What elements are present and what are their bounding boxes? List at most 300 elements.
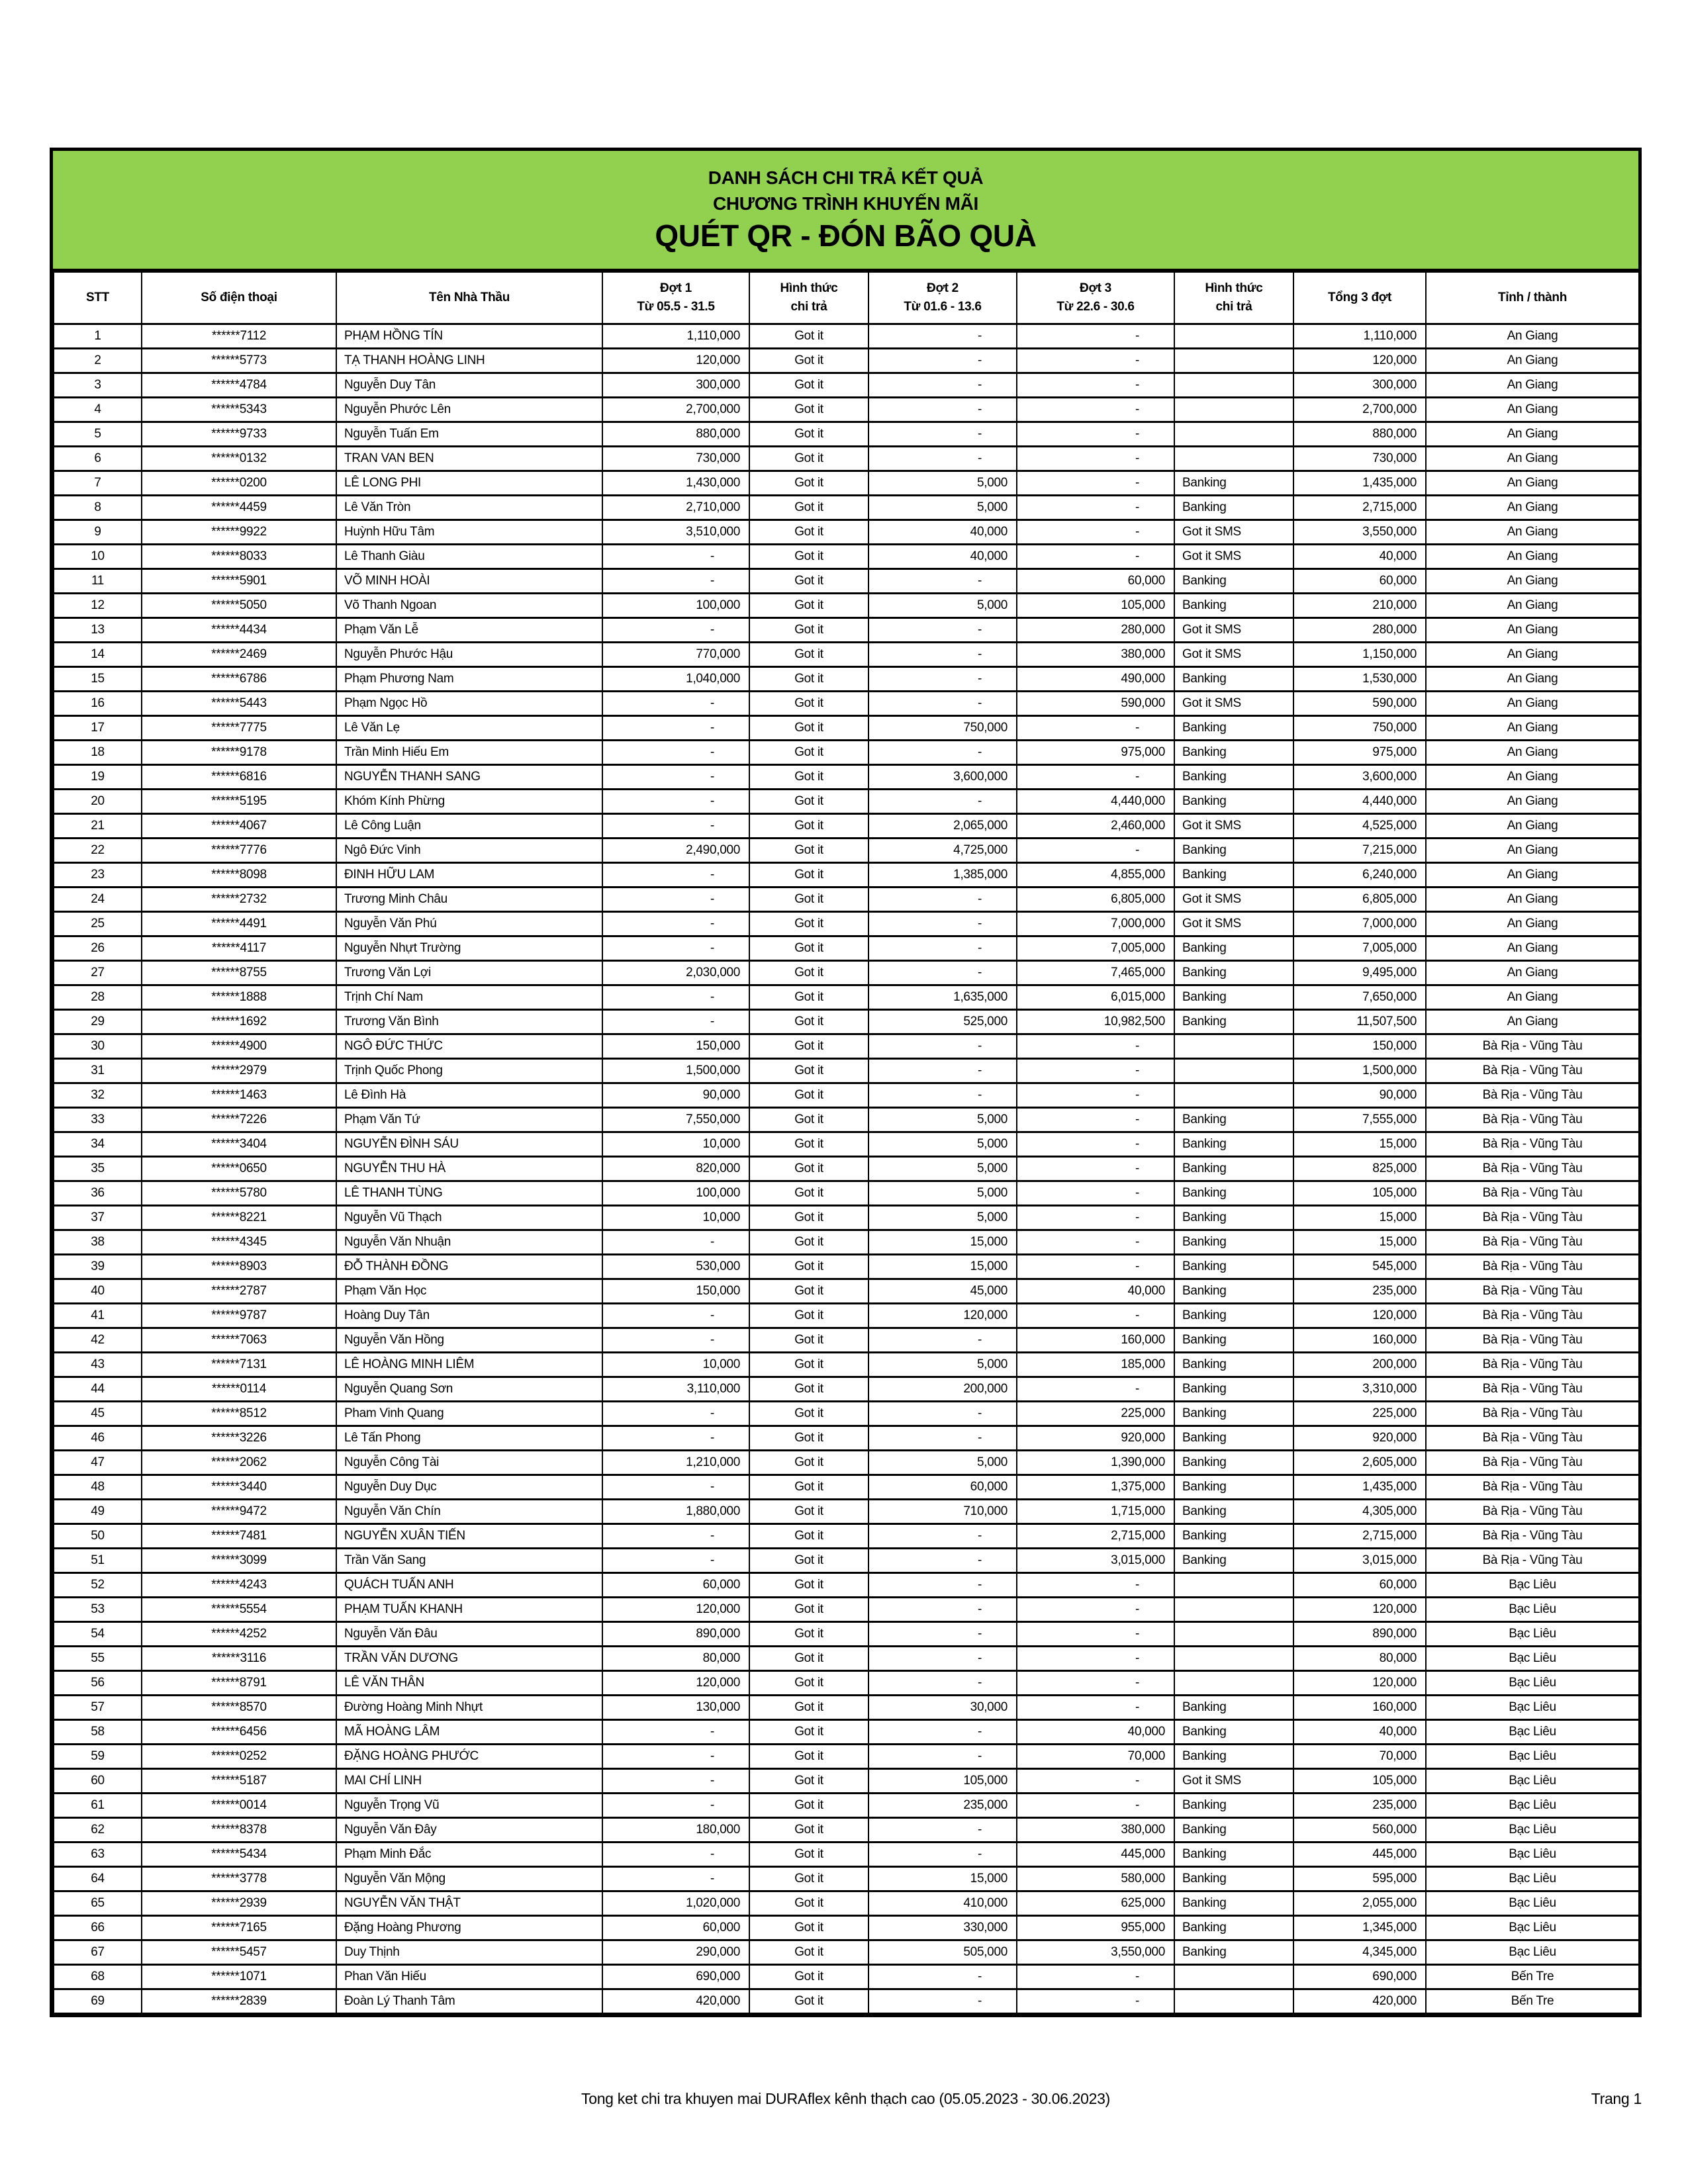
- cell-dot3: 2,460,000: [1017, 813, 1174, 838]
- cell-method1: Got it: [749, 715, 868, 740]
- cell-total: 975,000: [1293, 740, 1426, 764]
- cell-dot1: 2,710,000: [602, 495, 749, 520]
- cell-method1: Got it: [749, 544, 868, 569]
- cell-method1: Got it: [749, 422, 868, 446]
- cell-stt: 57: [54, 1695, 142, 1719]
- cell-method2: Banking: [1174, 740, 1293, 764]
- table-row: [54, 1450, 1639, 1475]
- cell-province: Bạc Liêu: [1426, 1866, 1639, 1891]
- cell-dot3: 160,000: [1017, 1328, 1174, 1352]
- cell-dot3: -: [1017, 1964, 1174, 1989]
- cell-method2: Banking: [1174, 1352, 1293, 1377]
- cell-method2: Banking: [1174, 1524, 1293, 1548]
- cell-phone: ******7165: [142, 1915, 336, 1940]
- cell-name: Nguyễn Duy Tân: [336, 373, 602, 397]
- cell-phone: ******2979: [142, 1058, 336, 1083]
- cell-name: QUÁCH TUẤN ANH: [336, 1572, 602, 1597]
- cell-dot3: -: [1017, 1646, 1174, 1670]
- cell-method2: Banking: [1174, 1548, 1293, 1572]
- cell-stt: 45: [54, 1401, 142, 1426]
- cell-name: Nguyễn Văn Phú: [336, 911, 602, 936]
- cell-total: 60,000: [1293, 569, 1426, 593]
- cell-dot2: 15,000: [868, 1230, 1017, 1254]
- cell-dot1: -: [602, 715, 749, 740]
- cell-method1: Got it: [749, 617, 868, 642]
- cell-province: An Giang: [1426, 740, 1639, 764]
- cell-method1: Got it: [749, 691, 868, 715]
- cell-dot2: 3,600,000: [868, 764, 1017, 789]
- cell-dot3: 920,000: [1017, 1426, 1174, 1450]
- cell-dot2: -: [868, 1426, 1017, 1450]
- cell-dot3: -: [1017, 715, 1174, 740]
- cell-stt: 16: [54, 691, 142, 715]
- cell-method1: Got it: [749, 1597, 868, 1621]
- table-row: [54, 1817, 1639, 1842]
- cell-dot1: -: [602, 1475, 749, 1499]
- cell-province: Bà Rịa - Vũng Tàu: [1426, 1254, 1639, 1279]
- cell-dot3: 225,000: [1017, 1401, 1174, 1426]
- cell-province: Bạc Liêu: [1426, 1597, 1639, 1621]
- cell-method1: Got it: [749, 1621, 868, 1646]
- cell-name: NGUYỄN ĐÌNH SÁU: [336, 1132, 602, 1156]
- cell-dot3: 1,390,000: [1017, 1450, 1174, 1475]
- cell-total: 280,000: [1293, 617, 1426, 642]
- cell-method2: [1174, 422, 1293, 446]
- cell-name: Nguyễn Văn Chín: [336, 1499, 602, 1524]
- cell-dot3: 185,000: [1017, 1352, 1174, 1377]
- col-header-dot1: Đợt 1 Từ 05.5 - 31.5: [602, 272, 749, 324]
- cell-province: An Giang: [1426, 1009, 1639, 1034]
- table-row: [54, 960, 1639, 985]
- cell-dot2: -: [868, 1964, 1017, 1989]
- cell-total: 40,000: [1293, 1719, 1426, 1744]
- cell-total: 445,000: [1293, 1842, 1426, 1866]
- cell-province: An Giang: [1426, 666, 1639, 691]
- cell-phone: ******4117: [142, 936, 336, 960]
- cell-name: Lê Tấn Phong: [336, 1426, 602, 1450]
- cell-province: An Giang: [1426, 373, 1639, 397]
- cell-total: 70,000: [1293, 1744, 1426, 1768]
- cell-province: An Giang: [1426, 422, 1639, 446]
- cell-stt: 60: [54, 1768, 142, 1793]
- cell-dot3: 580,000: [1017, 1866, 1174, 1891]
- cell-dot1: 2,700,000: [602, 397, 749, 422]
- cell-phone: ******0014: [142, 1793, 336, 1817]
- cell-phone: ******1071: [142, 1964, 336, 1989]
- cell-method1: Got it: [749, 838, 868, 862]
- cell-name: Lê Văn Lẹ: [336, 715, 602, 740]
- cell-province: An Giang: [1426, 324, 1639, 348]
- cell-dot2: 1,385,000: [868, 862, 1017, 887]
- cell-dot2: -: [868, 642, 1017, 666]
- cell-method1: Got it: [749, 1475, 868, 1499]
- cell-dot1: -: [602, 1230, 749, 1254]
- table-row: [54, 1866, 1639, 1891]
- cell-dot3: -: [1017, 1670, 1174, 1695]
- cell-method1: Got it: [749, 960, 868, 985]
- cell-phone: ******8221: [142, 1205, 336, 1230]
- cell-dot2: 45,000: [868, 1279, 1017, 1303]
- cell-method2: Got it SMS: [1174, 520, 1293, 544]
- col-header-phone: Số điện thoại: [142, 272, 336, 324]
- cell-province: Bạc Liêu: [1426, 1646, 1639, 1670]
- cell-dot2: -: [868, 789, 1017, 813]
- cell-method2: Got it SMS: [1174, 617, 1293, 642]
- cell-province: An Giang: [1426, 911, 1639, 936]
- cell-stt: 40: [54, 1279, 142, 1303]
- cell-dot1: 1,210,000: [602, 1450, 749, 1475]
- cell-province: An Giang: [1426, 813, 1639, 838]
- cell-method2: Banking: [1174, 1744, 1293, 1768]
- cell-phone: ******5434: [142, 1842, 336, 1866]
- cell-stt: 48: [54, 1475, 142, 1499]
- cell-dot1: 130,000: [602, 1695, 749, 1719]
- cell-dot3: 7,005,000: [1017, 936, 1174, 960]
- cell-dot3: 105,000: [1017, 593, 1174, 617]
- cell-total: 120,000: [1293, 1303, 1426, 1328]
- cell-dot3: 7,000,000: [1017, 911, 1174, 936]
- cell-phone: ******8098: [142, 862, 336, 887]
- cell-dot1: 100,000: [602, 1181, 749, 1205]
- cell-method2: Banking: [1174, 1866, 1293, 1891]
- cell-dot1: 1,430,000: [602, 471, 749, 495]
- cell-province: An Giang: [1426, 520, 1639, 544]
- cell-total: 890,000: [1293, 1621, 1426, 1646]
- table-row: [54, 691, 1639, 715]
- cell-stt: 41: [54, 1303, 142, 1328]
- cell-method1: Got it: [749, 911, 868, 936]
- table-row: [54, 1548, 1639, 1572]
- cell-stt: 55: [54, 1646, 142, 1670]
- cell-phone: ******3116: [142, 1646, 336, 1670]
- cell-dot2: -: [868, 1058, 1017, 1083]
- cell-stt: 14: [54, 642, 142, 666]
- cell-name: Trương Văn Bình: [336, 1009, 602, 1034]
- cell-method2: [1174, 1058, 1293, 1083]
- cell-dot3: -: [1017, 422, 1174, 446]
- cell-dot3: -: [1017, 324, 1174, 348]
- cell-name: LÊ THANH TÙNG: [336, 1181, 602, 1205]
- table-row: [54, 1842, 1639, 1866]
- cell-phone: ******8512: [142, 1401, 336, 1426]
- cell-province: Bà Rịa - Vũng Tàu: [1426, 1499, 1639, 1524]
- col-header-method1: Hình thức chi trả: [749, 272, 868, 324]
- cell-dot3: 280,000: [1017, 617, 1174, 642]
- table-row: [54, 1499, 1639, 1524]
- cell-phone: ******4784: [142, 373, 336, 397]
- cell-dot1: -: [602, 569, 749, 593]
- cell-dot2: -: [868, 569, 1017, 593]
- cell-total: 90,000: [1293, 1083, 1426, 1107]
- cell-dot2: -: [868, 1328, 1017, 1352]
- cell-stt: 43: [54, 1352, 142, 1377]
- table-row: [54, 324, 1639, 348]
- table-row: [54, 1621, 1639, 1646]
- cell-method1: Got it: [749, 593, 868, 617]
- cell-phone: ******7063: [142, 1328, 336, 1352]
- cell-method1: Got it: [749, 1768, 868, 1793]
- cell-dot1: 820,000: [602, 1156, 749, 1181]
- cell-dot3: -: [1017, 544, 1174, 569]
- cell-dot3: -: [1017, 1083, 1174, 1107]
- cell-total: 210,000: [1293, 593, 1426, 617]
- cell-total: 3,550,000: [1293, 520, 1426, 544]
- cell-method1: Got it: [749, 1034, 868, 1058]
- cell-method2: Banking: [1174, 862, 1293, 887]
- cell-phone: ******8903: [142, 1254, 336, 1279]
- cell-total: 825,000: [1293, 1156, 1426, 1181]
- cell-province: An Giang: [1426, 446, 1639, 471]
- cell-stt: 23: [54, 862, 142, 887]
- cell-dot3: -: [1017, 1793, 1174, 1817]
- table-row: [54, 1156, 1639, 1181]
- cell-total: 6,240,000: [1293, 862, 1426, 887]
- col-header-total: Tổng 3 đợt: [1293, 272, 1426, 324]
- cell-province: Bạc Liêu: [1426, 1915, 1639, 1940]
- cell-name: Nguyễn Văn Nhuận: [336, 1230, 602, 1254]
- cell-total: 160,000: [1293, 1328, 1426, 1352]
- cell-dot2: -: [868, 1083, 1017, 1107]
- cell-total: 15,000: [1293, 1132, 1426, 1156]
- cell-province: Bà Rịa - Vũng Tàu: [1426, 1205, 1639, 1230]
- cell-stt: 28: [54, 985, 142, 1009]
- cell-province: An Giang: [1426, 569, 1639, 593]
- cell-stt: 35: [54, 1156, 142, 1181]
- cell-dot1: -: [602, 691, 749, 715]
- cell-method2: Got it SMS: [1174, 544, 1293, 569]
- cell-method1: Got it: [749, 1548, 868, 1572]
- cell-dot2: -: [868, 960, 1017, 985]
- cell-method2: Banking: [1174, 1719, 1293, 1744]
- cell-dot3: 3,550,000: [1017, 1940, 1174, 1964]
- cell-stt: 51: [54, 1548, 142, 1572]
- cell-method2: [1174, 1572, 1293, 1597]
- cell-dot3: -: [1017, 1572, 1174, 1597]
- cell-dot3: 6,805,000: [1017, 887, 1174, 911]
- cell-dot2: 15,000: [868, 1254, 1017, 1279]
- cell-total: 560,000: [1293, 1817, 1426, 1842]
- cell-dot1: 120,000: [602, 348, 749, 373]
- cell-dot1: -: [602, 813, 749, 838]
- cell-stt: 54: [54, 1621, 142, 1646]
- cell-phone: ******1888: [142, 985, 336, 1009]
- cell-phone: ******5195: [142, 789, 336, 813]
- cell-method2: Banking: [1174, 471, 1293, 495]
- cell-method2: Banking: [1174, 1328, 1293, 1352]
- cell-total: 2,055,000: [1293, 1891, 1426, 1915]
- cell-method2: [1174, 1621, 1293, 1646]
- cell-total: 750,000: [1293, 715, 1426, 740]
- cell-dot2: -: [868, 666, 1017, 691]
- cell-name: TRAN VAN BEN: [336, 446, 602, 471]
- cell-name: NGUYỄN XUÂN TIẾN: [336, 1524, 602, 1548]
- table-row: [54, 1597, 1639, 1621]
- cell-dot2: 5,000: [868, 1205, 1017, 1230]
- cell-method2: Banking: [1174, 1426, 1293, 1450]
- cell-province: Bà Rịa - Vũng Tàu: [1426, 1034, 1639, 1058]
- cell-method2: Banking: [1174, 1254, 1293, 1279]
- cell-province: Bà Rịa - Vũng Tàu: [1426, 1181, 1639, 1205]
- cell-province: An Giang: [1426, 887, 1639, 911]
- cell-method2: Got it SMS: [1174, 813, 1293, 838]
- cell-province: Bà Rịa - Vũng Tàu: [1426, 1377, 1639, 1401]
- cell-dot2: 5,000: [868, 1352, 1017, 1377]
- cell-method2: Banking: [1174, 1450, 1293, 1475]
- cell-method1: Got it: [749, 1426, 868, 1450]
- cell-phone: ******6456: [142, 1719, 336, 1744]
- cell-province: Bà Rịa - Vũng Tàu: [1426, 1548, 1639, 1572]
- cell-name: PHẠM TUẤN KHANH: [336, 1597, 602, 1621]
- cell-phone: ******3226: [142, 1426, 336, 1450]
- table-row: [54, 1352, 1639, 1377]
- cell-dot1: 10,000: [602, 1352, 749, 1377]
- cell-dot1: -: [602, 862, 749, 887]
- cell-dot3: 40,000: [1017, 1719, 1174, 1744]
- cell-stt: 65: [54, 1891, 142, 1915]
- table-row: [54, 985, 1639, 1009]
- cell-dot2: -: [868, 617, 1017, 642]
- cell-province: Bà Rịa - Vũng Tàu: [1426, 1328, 1639, 1352]
- cell-name: Huỳnh Hữu Tâm: [336, 520, 602, 544]
- cell-total: 150,000: [1293, 1034, 1426, 1058]
- cell-name: Nguyễn Văn Hồng: [336, 1328, 602, 1352]
- cell-dot1: -: [602, 911, 749, 936]
- cell-dot2: 525,000: [868, 1009, 1017, 1034]
- cell-total: 545,000: [1293, 1254, 1426, 1279]
- cell-province: Bến Tre: [1426, 1964, 1639, 1989]
- cell-stt: 68: [54, 1964, 142, 1989]
- cell-dot3: -: [1017, 1205, 1174, 1230]
- cell-total: 200,000: [1293, 1352, 1426, 1377]
- cell-name: TRẦN VĂN DƯƠNG: [336, 1646, 602, 1670]
- cell-name: Nguyễn Phước Lên: [336, 397, 602, 422]
- cell-stt: 5: [54, 422, 142, 446]
- cell-method2: Banking: [1174, 1915, 1293, 1940]
- cell-dot2: 5,000: [868, 495, 1017, 520]
- cell-dot3: -: [1017, 1621, 1174, 1646]
- table-row: [54, 1132, 1639, 1156]
- cell-total: 15,000: [1293, 1205, 1426, 1230]
- cell-method1: Got it: [749, 495, 868, 520]
- cell-province: Bà Rịa - Vũng Tàu: [1426, 1303, 1639, 1328]
- table-row: [54, 1670, 1639, 1695]
- table-row: [54, 1083, 1639, 1107]
- cell-province: Bạc Liêu: [1426, 1891, 1639, 1915]
- cell-dot1: 150,000: [602, 1279, 749, 1303]
- cell-dot1: -: [602, 1303, 749, 1328]
- cell-total: 1,530,000: [1293, 666, 1426, 691]
- cell-method1: Got it: [749, 1401, 868, 1426]
- cell-method1: Got it: [749, 1891, 868, 1915]
- cell-dot2: 750,000: [868, 715, 1017, 740]
- title-line-3: QUÉT QR - ĐÓN BÃO QUÀ: [655, 218, 1037, 253]
- cell-method2: [1174, 373, 1293, 397]
- cell-dot2: -: [868, 1842, 1017, 1866]
- cell-phone: ******6786: [142, 666, 336, 691]
- cell-name: Lê Đình Hà: [336, 1083, 602, 1107]
- table-row: [54, 1401, 1639, 1426]
- cell-stt: 29: [54, 1009, 142, 1034]
- cell-method1: Got it: [749, 1940, 868, 1964]
- table-row: [54, 593, 1639, 617]
- cell-province: Bến Tre: [1426, 1989, 1639, 2013]
- cell-phone: ******0650: [142, 1156, 336, 1181]
- cell-stt: 47: [54, 1450, 142, 1475]
- cell-dot2: -: [868, 1524, 1017, 1548]
- cell-method1: Got it: [749, 1352, 868, 1377]
- col-header-province: Tỉnh / thành: [1426, 272, 1639, 324]
- cell-phone: ******2839: [142, 1989, 336, 2013]
- cell-dot1: 120,000: [602, 1670, 749, 1695]
- cell-province: Bà Rịa - Vũng Tàu: [1426, 1352, 1639, 1377]
- cell-total: 4,305,000: [1293, 1499, 1426, 1524]
- cell-method1: Got it: [749, 1646, 868, 1670]
- cell-dot1: 3,110,000: [602, 1377, 749, 1401]
- page-number: Trang 1: [1591, 2090, 1642, 2107]
- cell-total: 3,600,000: [1293, 764, 1426, 789]
- cell-method2: Banking: [1174, 1793, 1293, 1817]
- table-row: [54, 1107, 1639, 1132]
- cell-name: Lê Thanh Giàu: [336, 544, 602, 569]
- cell-dot3: -: [1017, 1107, 1174, 1132]
- cell-method1: Got it: [749, 1009, 868, 1034]
- cell-method1: Got it: [749, 1524, 868, 1548]
- cell-method2: Banking: [1174, 1181, 1293, 1205]
- cell-stt: 20: [54, 789, 142, 813]
- cell-phone: ******8755: [142, 960, 336, 985]
- cell-total: 7,215,000: [1293, 838, 1426, 862]
- cell-phone: ******7481: [142, 1524, 336, 1548]
- cell-phone: ******7775: [142, 715, 336, 740]
- cell-method1: Got it: [749, 1866, 868, 1891]
- cell-phone: ******8791: [142, 1670, 336, 1695]
- cell-method2: Banking: [1174, 1695, 1293, 1719]
- cell-name: Hoàng Duy Tân: [336, 1303, 602, 1328]
- cell-dot2: 5,000: [868, 593, 1017, 617]
- cell-total: 2,700,000: [1293, 397, 1426, 422]
- cell-name: Khóm Kính Phừng: [336, 789, 602, 813]
- cell-dot3: 2,715,000: [1017, 1524, 1174, 1548]
- cell-method2: Banking: [1174, 1279, 1293, 1303]
- cell-stt: 3: [54, 373, 142, 397]
- cell-method2: Banking: [1174, 666, 1293, 691]
- cell-stt: 11: [54, 569, 142, 593]
- table-row: [54, 789, 1639, 813]
- cell-stt: 1: [54, 324, 142, 348]
- cell-dot3: 1,375,000: [1017, 1475, 1174, 1499]
- cell-method2: Banking: [1174, 789, 1293, 813]
- cell-phone: ******2062: [142, 1450, 336, 1475]
- table-row: [54, 446, 1639, 471]
- cell-dot3: -: [1017, 1058, 1174, 1083]
- cell-dot2: 410,000: [868, 1891, 1017, 1915]
- cell-dot2: -: [868, 446, 1017, 471]
- cell-stt: 36: [54, 1181, 142, 1205]
- table-row: [54, 348, 1639, 373]
- table-row: [54, 1524, 1639, 1548]
- cell-dot3: -: [1017, 446, 1174, 471]
- cell-province: Bạc Liêu: [1426, 1572, 1639, 1597]
- cell-dot2: -: [868, 911, 1017, 936]
- cell-dot1: -: [602, 1866, 749, 1891]
- cell-dot2: 5,000: [868, 1156, 1017, 1181]
- cell-dot2: -: [868, 740, 1017, 764]
- cell-province: Bà Rịa - Vũng Tàu: [1426, 1279, 1639, 1303]
- cell-province: Bạc Liêu: [1426, 1670, 1639, 1695]
- cell-province: An Giang: [1426, 985, 1639, 1009]
- cell-total: 120,000: [1293, 1597, 1426, 1621]
- cell-total: 60,000: [1293, 1572, 1426, 1597]
